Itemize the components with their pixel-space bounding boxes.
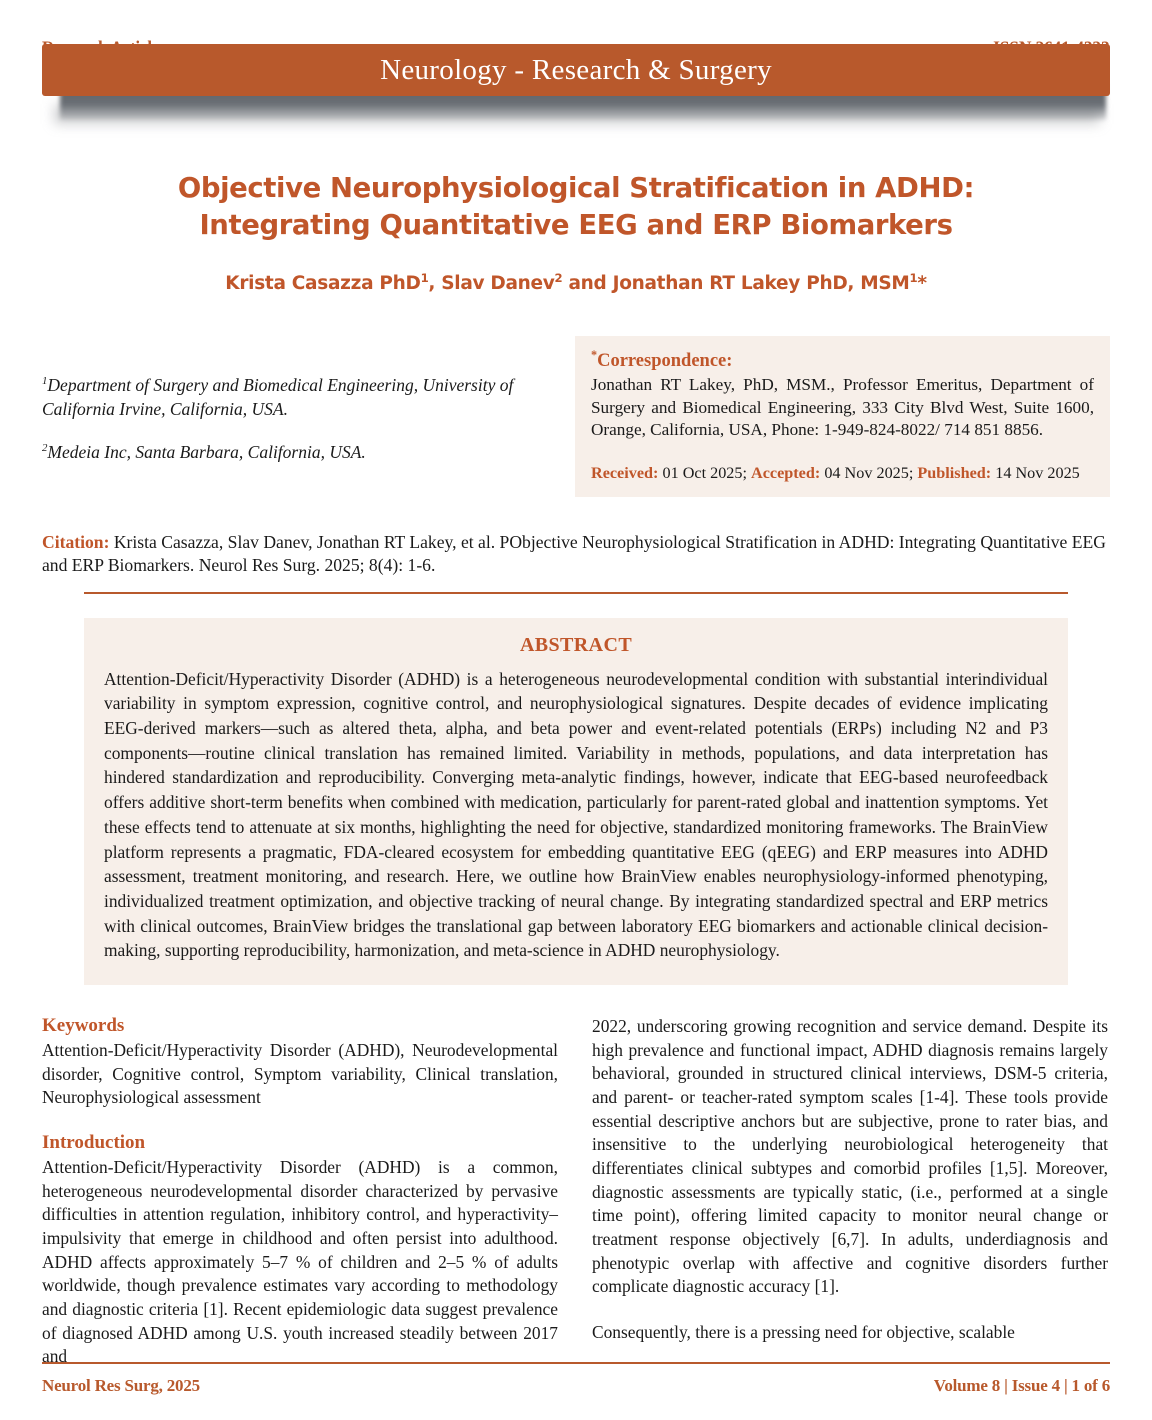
footer-volume: Volume 8 | Issue 4 | 1 of 6 [933, 1376, 1110, 1395]
keywords-heading: Keywords [42, 1015, 125, 1037]
affiliation-item: $^1$Department of Surgery and Biomedical Engineering, University of California Irvine, California, USA. [42, 375, 514, 419]
top-header-row [42, 0, 1110, 38]
publication-dates: Received: 01 Oct 2025; Accepted: 04 Nov 2025; Published: 14 Nov 2025 [591, 463, 1080, 482]
correspondence-box [575, 336, 1110, 496]
received-date: 01 Oct 2025 [662, 463, 743, 482]
correspondence-heading-text: Correspondence: [597, 351, 733, 372]
abstract-section [84, 618, 1068, 985]
citation-label: Citation: [42, 531, 110, 552]
affiliation-text: Department of Surgery and Biomedical Engineering, University of California Irvine, California, USA. [42, 375, 514, 419]
affiliation-item: $^2$Medeia Inc, Santa Barbara, California, USA. [42, 441, 366, 462]
affiliations-block [42, 336, 567, 484]
footer-journal: Neurol Res Surg, 2025 [42, 1376, 200, 1395]
received-label: Received: [591, 463, 659, 482]
page-footer [42, 1376, 1110, 1396]
keywords-text: Attention-Deficit/Hyperactivity Disorder (ADHD), Neurodevelopmental disorder, Cognitive control, Symptom variability, Clinical translation, Neurophysiological assessment [42, 1040, 558, 1108]
affiliation-text: Medeia Inc, Santa Barbara, California, USA. [47, 441, 366, 462]
banner-bar [42, 44, 1110, 96]
citation-text: Krista Casazza, Slav Danev, Jonathan RT Lakey, et al. PObjective Neurophysiological Stratification in ADHD: Integrating Quantitative EEG and ERP Biomarkers. Neurol Res Surg. 2025; 8(4): 1-6. [42, 531, 1106, 576]
introduction-paragraph-2: Consequently, there is a pressing need for objective, scalable [592, 1322, 1015, 1343]
citation-divider [84, 592, 1068, 594]
introduction-paragraph: Attention-Deficit/Hyperactivity Disorder (ADHD) is a common, heterogeneous neurodevelopmental disorder characterized by pervasive difficulties in attention regulation, inhibitory control, and hyperactivity–impulsivity that emerge in childhood and often persist into adulthood. ADHD affects approximately 5–7 % of children and 2–5 % of adults worldwide, though prevalence estimates vary according to methodology and diagnostic criteria [1]. Recent epidemiologic data suggest prevalence of diagnosed ADHD among U.S. youth increased steadily between 2017 and [42, 1157, 558, 1367]
two-column-body [42, 1015, 1110, 1369]
right-column [592, 1015, 1108, 1369]
abstract-heading: ABSTRACT [519, 633, 633, 656]
left-column [42, 1015, 558, 1369]
correspondence-body: Jonathan RT Lakey, PhD, MSM., Professor Emeritus, Department of Surgery and Biomedical Engineering, 333 City Blvd West, Suite 1600, Orange, California, USA, Phone: 1-949-824-8022/ 714 851 8856. [591, 375, 1094, 440]
asterisk-marker: * [591, 348, 598, 363]
accepted-label: Accepted: [751, 463, 821, 482]
metadata-row [42, 336, 1110, 496]
page-title: Objective Neurophysiological Stratification in ADHD: Integrating Quantitative EEG and ERP Biomarkers [177, 172, 975, 241]
accepted-date: 04 Nov 2025 [824, 463, 909, 482]
correspondence-heading [591, 348, 1094, 372]
spacer [592, 1299, 1108, 1321]
journal-banner [42, 44, 1110, 122]
spacer [42, 1110, 558, 1132]
footer-divider [42, 1362, 1110, 1364]
author-list: Krista Casazza PhD$^1$, Slav Danev$^2$ and Jonathan RT Lakey PhD, MSM$^1$* [225, 271, 927, 295]
introduction-heading: Introduction [42, 1132, 146, 1154]
journal-title: Neurology - Research & Surgery [380, 53, 772, 86]
abstract-body: Attention-Deficit/Hyperactivity Disorder (ADHD) is a heterogeneous neurodevelopmental condition with substantial interindividual variability in symptom expression, cognitive control, and neurophysiological signatures. Despite decades of evidence implicating EEG-derived markers—such as altered theta, alpha, and beta power and event-related potentials (ERPs) including N2 and P3 components—routine clinical translation has remained limited. Variability in methods, populations, and data interpretation has hindered standardization and reproducibility. Converging meta-analytic findings, however, indicate that EEG-based neurofeedback offers additive short-term benefits when combined with medication, particularly for parent-rated global and inattention symptoms. Yet these effects tend to attenuate at six months, highlighting the need for objective, standardized monitoring frameworks. The BrainView platform represents a pragmatic, FDA-cleared ecosystem for embedding quantitative EEG (qEEG) and ERP measures into ADHD assessment, treatment monitoring, and research. Here, we outline how BrainView enables neurophysiology-informed phenotyping, individualized treatment optimization, and objective tracking of neural change. By integrating standardized spectral and ERP metrics with clinical outcomes, BrainView bridges the translational gap between laboratory EEG biomarkers and actionable clinical decision-making, supporting reproducibility, harmonization, and meta-science in ADHD neurophysiology. [104, 668, 1048, 961]
published-date: 14 Nov 2025 [995, 463, 1080, 482]
introduction-paragraph-continued: 2022, underscoring growing recognition and service demand. Despite its high prevalence and functional impact, ADHD diagnosis remains largely behavioral, grounded in structured clinical interviews, DSM-5 criteria, and parent- or teacher-rated symptom scales [1-4]. These tools provide essential descriptive anchors but are subjective, prone to rater bias, and insensitive to the underlying neurobiological heterogeneity that differentiates clinical subtypes and comorbid profiles [1,5]. Moreover, diagnostic assessments are typically static, (i.e., performed at a single time point), offering limited capacity to monitor neural change or treatment response objectively [6,7]. In adults, underdiagnosis and phenotypic overlap with affective and cognitive disorders further complicate diagnostic accuracy [1]. [592, 1016, 1108, 1297]
citation-block [42, 531, 1110, 578]
published-label: Published: [917, 463, 992, 482]
